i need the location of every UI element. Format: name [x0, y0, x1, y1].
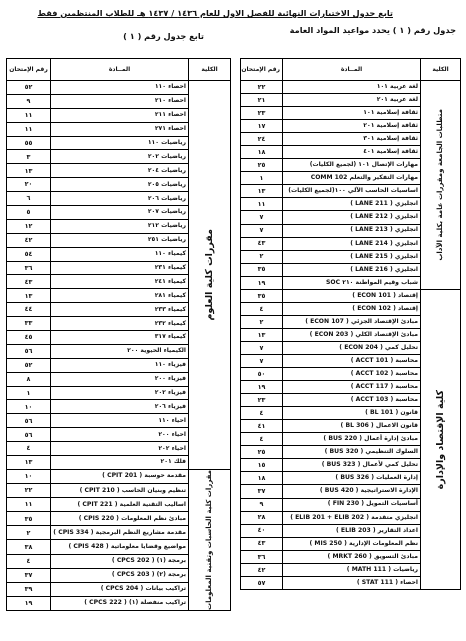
exam-number-cell: ٤ [241, 407, 283, 420]
college-group-cell [189, 81, 231, 470]
subject-cell: كيمياء ٣١٧ [51, 331, 189, 345]
subject-cell: كيمياء ١١٠ [51, 247, 189, 261]
subject-cell: انجليزي ( LANE 214 ) [283, 237, 421, 250]
subject-cell: احصاء ٢١٠ [51, 94, 189, 108]
exam-number-cell: ٧ [241, 224, 283, 237]
subject-cell: الإدارة الاستراتيجية ( BUS 420 ) [283, 485, 421, 498]
exam-number-cell: ٥٦ [7, 414, 51, 428]
exam-number-cell: ١١ [7, 498, 51, 512]
subject-cell: انجليزي ( LANE 212 ) [283, 211, 421, 224]
subject-cell: إقتصاد ( ECON 102 ) [283, 302, 421, 315]
subject-cell: احياء ٢٠٠ [51, 428, 189, 442]
subject-cell: احياء ٢٠٢ [51, 442, 189, 456]
exam-number-cell: ٥ [7, 206, 51, 220]
exam-number-cell: ١٢ [7, 219, 51, 233]
subject-cell: فلك ٢٠١ [51, 456, 189, 470]
page-header [0, 0, 466, 42]
table-row [241, 81, 461, 94]
subject-column-header: المــادة [51, 59, 189, 81]
subject-cell: فيزياء ٢٠٠ [51, 372, 189, 386]
subject-cell: انجليزي ( LANE 215 ) [283, 250, 421, 263]
exam-number-cell: ٣٥ [241, 263, 283, 276]
subject-cell: محاسبة ( ACCT 101 ) [283, 354, 421, 367]
exam-number-cell: ١٣ [241, 328, 283, 341]
exam-number-cell: ٩ [241, 498, 283, 511]
exam-number-cell: ٣٨ [7, 540, 51, 554]
subject-cell: لغة عربية ٢٠١ [283, 94, 421, 107]
faculty-courses-table [6, 58, 231, 611]
exam-number-cell: ١٠ [7, 400, 51, 414]
subject-cell: تنظيم وبنيان الحاسب ( CPIT 210 ) [51, 484, 189, 498]
exam-number-cell: ٣٧ [7, 568, 51, 582]
exam-number-cell: ٣٦ [241, 550, 283, 563]
exam-number-cell: ٤٢ [241, 563, 283, 576]
subject-cell: انجليزي ( LANE 216 ) [283, 263, 421, 276]
table-row [7, 81, 231, 95]
exam-number-cell: ٧ [241, 211, 283, 224]
exam-number-cell: ٤٤ [7, 303, 51, 317]
college-name: كلية الإقتصاد والإدارة [434, 389, 446, 489]
exam-number-cell: ٦ [7, 192, 51, 206]
exam-number-cell: ٧ [241, 354, 283, 367]
subject-cell: مقدمة مشاريع النظم البرمجية ( CPIS 334 ) [51, 526, 189, 540]
subject-cell: مبادئ إدارة أعمال ( BUS 220 ) [283, 433, 421, 446]
subject-cell: أساسيات التمويل ( FIN 230 ) [283, 498, 421, 511]
subject-cell: رياضيات ٢٠٥ [51, 178, 189, 192]
exam-number-cell: ٢٨ [241, 511, 283, 524]
subject-cell: مبادئ نظم المعلومات ( CPIS 220 ) [51, 512, 189, 526]
subject-cell: مقدمة حوسبة ( CPIT 201 ) [51, 469, 189, 483]
subject-cell: إقتصاد ( ECON 101 ) [283, 289, 421, 302]
subject-cell: الكيمياء الحيوية ٢٠٠ [51, 344, 189, 358]
exam-number-cell: ٣ [7, 150, 51, 164]
subject-cell: انجليزي متقدمة ( ELIB 201 + ELIB 202 ) [283, 511, 421, 524]
subject-cell: كيمياء ٢٣١ [51, 261, 189, 275]
subject-cell: مهارات الإتصال ١٠١ (لجميع الكليات) [283, 159, 421, 172]
exam-number-cell: ١٣ [7, 289, 51, 303]
college-group-cell [421, 289, 461, 589]
college-name: مقررات كلية الحاسبات وتقنية المعلومات [205, 469, 214, 610]
subject-cell: رياضيات ٢١٢ [51, 219, 189, 233]
exam-number-cell: ٣٦ [7, 261, 51, 275]
exam-number-cell: ٧ [241, 341, 283, 354]
exam-number-cell: ٤٣ [241, 237, 283, 250]
exam-number-cell: ٢٢ [241, 81, 283, 94]
subject-cell: رياضيات ٢٠٤ [51, 164, 189, 178]
subject-cell: ثقافة إسلامية ٢٠١ [283, 120, 421, 133]
exam-number-cell: ٣٥ [7, 512, 51, 526]
exam-number-cell: ١٠ [7, 469, 51, 483]
subject-cell: انجليزي ( LANE 213 ) [283, 224, 421, 237]
subject-column-header: المــادة [283, 59, 421, 81]
exam-number-cell: ٥٤ [7, 247, 51, 261]
exam-number-cell: ١٩ [241, 381, 283, 394]
subject-cell: فيزياء ٢٠٦ [51, 400, 189, 414]
exam-number-cell: ١ [241, 172, 283, 185]
exam-number-cell: ٤٣ [241, 537, 283, 550]
subject-cell: لغة عربية ١٠١ [283, 81, 421, 94]
exam-number-cell: ٤١ [241, 420, 283, 433]
exam-number-cell: ٣٥ [241, 289, 283, 302]
subject-cell: مواضيع وقضايا معلوماتية ( CPIS 428 ) [51, 540, 189, 554]
exam-number-cell: ٢٣ [241, 394, 283, 407]
subject-cell: كيمياء ٢٨١ [51, 289, 189, 303]
college-group-cell [421, 81, 461, 290]
exam-number-cell: ١٥ [241, 459, 283, 472]
exam-number-cell: ١٧ [241, 120, 283, 133]
exam-number-cell: ٥٠ [241, 368, 283, 381]
exam-number-cell: ٤٣ [7, 275, 51, 289]
subject-cell: رياضيات ٢٠٦ [51, 192, 189, 206]
subject-cell: شباب وقيم المواطنة ٢١٠ SOC [283, 276, 421, 289]
exam-number-cell: ٢٠ [7, 178, 51, 192]
exam-number-cell: ٢٢ [7, 484, 51, 498]
subject-cell: السلوك التنظيمي ( BUS 320 ) [283, 446, 421, 459]
exam-number-cell: ٤ [7, 442, 51, 456]
subject-cell: مبادئ الإقتصاد الجزئي ( ECON 107 ) [283, 315, 421, 328]
subject-cell: مبادئ التسويق ( MRKT 260 ) [283, 550, 421, 563]
exam-number-cell: ٢٥ [241, 159, 283, 172]
exam-number-cell: ٥٢ [7, 81, 51, 95]
exam-number-cell: ٥٢ [7, 358, 51, 372]
subject-cell: فيزياء ٢٠٢ [51, 386, 189, 400]
exam-number-cell: ١٨ [241, 472, 283, 485]
college-column-header: الكلية [189, 59, 231, 81]
exam-number-cell: ٤ [241, 302, 283, 315]
subject-cell: محاسبة ( ACCT 102 ) [283, 368, 421, 381]
exam-number-cell: ٢٤ [241, 133, 283, 146]
schedule-title: تابع جدول الاختبارات النهائية للفصل الاول للعام ١٤٣٦ / ١٤٣٧ هـ للطلاب المنتظمين فقط [37, 8, 393, 18]
subject-cell: برمجة (١) ( CPCS 202 ) [51, 554, 189, 568]
subject-cell: قانون ( BL 101 ) [283, 407, 421, 420]
table-header-row [241, 59, 461, 81]
subject-cell: اساليب التقنية العلمية ( CPIT 221 ) [51, 498, 189, 512]
subject-cell: احياء ١١٠ [51, 414, 189, 428]
subject-cell: تراكيب بيانات ( CPCS 204 ) [51, 582, 189, 596]
exam-number-cell: ٤٢ [7, 233, 51, 247]
exam-number-cell: ٩ [7, 94, 51, 108]
exam-number-cell: ٤ [7, 554, 51, 568]
subject-cell: تحليل كمي ( ECON 204 ) [283, 341, 421, 354]
subject-cell: ثقافة إسلامية ٤٠١ [283, 146, 421, 159]
exam-number-cell: ١٩ [241, 276, 283, 289]
table-subtitle-left: تابع جدول رقم ( ١ ) [123, 31, 204, 41]
exam-number-cell: ١٣ [7, 456, 51, 470]
exam-number-cell: ٥٦ [7, 344, 51, 358]
table-row [7, 469, 231, 483]
subject-cell: إدارة العمليات ( BUS 326 ) [283, 472, 421, 485]
subject-cell: فيزياء ١١٠ [51, 358, 189, 372]
exam-number-cell: ٢ [241, 315, 283, 328]
subject-cell: احصاء ٢٧١ [51, 122, 189, 136]
college-name: متطلبات الجامعة ومقررات عامة بكلية الآداب [436, 109, 445, 261]
general-courses-table [240, 58, 461, 590]
exam-number-cell: ٢ [241, 250, 283, 263]
exam-number-cell: ٤٥ [7, 331, 51, 345]
subject-cell: تراكيب منفصلة (١) ( CPCS 222 ) [51, 596, 189, 610]
exam-number-cell: ٨ [7, 372, 51, 386]
subject-cell: ثقافة إسلامية ٣٠١ [283, 133, 421, 146]
exam-number-cell: ٥٦ [7, 428, 51, 442]
subject-cell: قانون الاعمال ( BL 306 ) [283, 420, 421, 433]
subject-cell: كيمياء ٢٤١ [51, 275, 189, 289]
subject-cell: محاسبة ( ACCT 103 ) [283, 394, 421, 407]
subject-cell: اعداد التقارير ( ELIB 203 ) [283, 524, 421, 537]
exam-number-cell: ٣٩ [7, 582, 51, 596]
exam-number-cell: ٥٥ [7, 136, 51, 150]
exam-number-cell: ٢٣ [241, 107, 283, 120]
subject-cell: احصاء ٢١١ [51, 108, 189, 122]
table-row [241, 289, 461, 302]
college-group-cell [189, 469, 231, 610]
college-column-header: الكلية [421, 59, 461, 81]
exam-number-cell: ١١ [7, 108, 51, 122]
subject-cell: محاسبة ( ACCT 117 ) [283, 381, 421, 394]
subject-cell: مبادئ الإقتصاد الكلي ( ECON 203 ) [283, 328, 421, 341]
exam-number-cell: ٤ [241, 433, 283, 446]
exam-number-cell: ٢ [7, 526, 51, 540]
subject-cell: تحليل كمي لأعمال ( BUS 323 ) [283, 459, 421, 472]
subject-cell: رياضيات ٢٠٧ [51, 206, 189, 220]
subject-cell: برمجة (٢) ( CPCS 203 ) [51, 568, 189, 582]
exam-number-cell: ١١ [7, 122, 51, 136]
subject-cell: رياضيات ٢٥١ [51, 233, 189, 247]
subject-cell: احصاء ( STAT 111 ) [283, 576, 421, 589]
subject-cell: ثقافة إسلامية ١٠١ [283, 107, 421, 120]
subject-cell: كيمياء ٢٣٢ [51, 317, 189, 331]
exam-number-cell: ١ [7, 386, 51, 400]
table-subtitle-right: جدول رقم ( ١ ) يحدد مواعيد المواد العامة [289, 25, 456, 35]
exam-number-cell: ٣٣ [7, 317, 51, 331]
exam-number-cell: ١٩ [7, 596, 51, 610]
subject-cell: احصاء ١١٠ [51, 81, 189, 95]
subject-cell: نظم المعلومات الإدارية ( MIS 250 ) [283, 537, 421, 550]
exam-number-cell: ١٨ [241, 146, 283, 159]
exam-number-cell: ٤٠ [241, 524, 283, 537]
table-header-row [7, 59, 231, 81]
subject-cell: اساسيات الحاسب الآلي ١٠٠(لجميع الكليات) [283, 185, 421, 198]
subject-cell: رياضيات ( MATH 111 ) [283, 563, 421, 576]
exam-number-cell: ٣٧ [241, 485, 283, 498]
subject-cell: مهارات التفكير والتعلم COMM 102 [283, 172, 421, 185]
exam-number-column-header: رقم الإمتحان [7, 59, 51, 81]
subject-cell: رياضيات ٢٠٢ [51, 150, 189, 164]
exam-number-cell: ١١ [241, 198, 283, 211]
college-name: مقررات كلية العلوم [203, 229, 215, 321]
exam-number-cell: ١٣ [241, 185, 283, 198]
subject-cell: انجليزي ( LANE 211 ) [283, 198, 421, 211]
exam-number-column-header: رقم الإمتحان [241, 59, 283, 81]
exam-number-cell: ٥٧ [241, 576, 283, 589]
exam-number-cell: ٢٥ [241, 446, 283, 459]
exam-number-cell: ١٣ [7, 164, 51, 178]
subject-cell: رياضيات ١١٠ [51, 136, 189, 150]
exam-number-cell: ٢١ [241, 94, 283, 107]
subject-cell: كيمياء ٢٣٣ [51, 303, 189, 317]
